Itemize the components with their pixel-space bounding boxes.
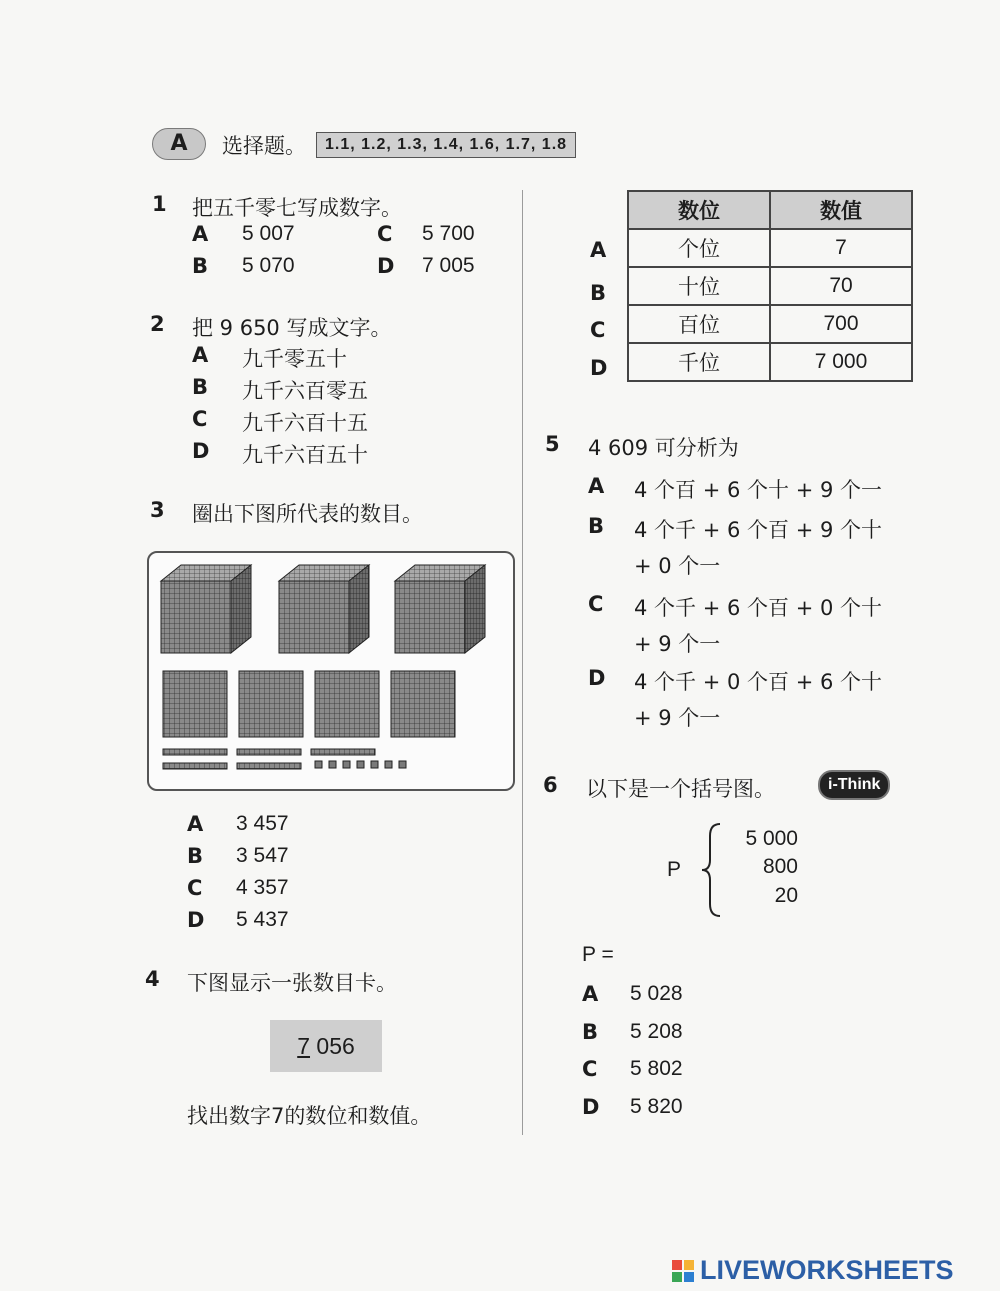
q1-option-a-text[interactable]: 5 007	[242, 222, 295, 245]
q5-option-d-text[interactable]: 4 个千 + 0 个百 + 6 个十	[634, 670, 883, 694]
q3-option-d-text[interactable]: 5 437	[236, 908, 289, 931]
q1-option-d-text[interactable]: 7 005	[422, 254, 475, 277]
hundred-flat-4	[391, 671, 455, 737]
table-cell-value: 7 000	[770, 343, 912, 381]
hundred-flat-1	[163, 671, 227, 737]
q5-option-b-text[interactable]: 4 个千 + 6 个百 + 9 个十	[634, 518, 883, 542]
base-ten-blocks-diagram	[147, 551, 515, 791]
q2-option-b-text[interactable]: 九千六百零五	[242, 379, 368, 403]
q2-option-c-label[interactable]: C	[192, 407, 208, 431]
unit-cubes	[315, 761, 406, 768]
table-row[interactable]	[628, 267, 912, 305]
q4-option-c-label[interactable]: C	[590, 318, 606, 342]
table-header-value: 数值	[770, 191, 912, 229]
q4-option-d-label[interactable]: D	[590, 356, 608, 380]
ten-rod-4	[237, 763, 301, 769]
q4-option-a-label[interactable]: A	[590, 238, 607, 262]
table-cell-value: 700	[770, 305, 912, 343]
table-header-place: 数位	[628, 191, 770, 229]
q3-option-c-text[interactable]: 4 357	[236, 876, 289, 899]
number-card-rest: 056	[310, 1033, 355, 1059]
ten-rod-3	[237, 749, 301, 755]
table-cell-value: 7	[770, 229, 912, 267]
q3-number: 3	[150, 498, 165, 522]
ten-rod-2	[163, 763, 227, 769]
q1-option-a-label[interactable]: A	[192, 222, 209, 246]
q2-text: 把 9 650 写成文字。	[192, 316, 392, 340]
table-row[interactable]	[628, 229, 912, 267]
section-badge: A	[152, 128, 206, 160]
bracket-part-3: 20	[774, 884, 798, 907]
q5-option-a-text[interactable]: 4 个百 + 6 个十 + 9 个一	[634, 478, 883, 502]
q5-option-d-text-line2[interactable]: + 9 个一	[634, 706, 721, 730]
section-references: 1.1, 1.2, 1.3, 1.4, 1.6, 1.7, 1.8	[316, 132, 576, 158]
q5-option-b-label[interactable]: B	[588, 514, 605, 538]
q1-option-c-text[interactable]: 5 700	[422, 222, 475, 245]
q5-option-d-label[interactable]: D	[588, 666, 606, 690]
q3-option-c-label[interactable]: C	[187, 876, 203, 900]
q5-option-c-text[interactable]: 4 个千 + 6 个百 + 0 个十	[634, 596, 883, 620]
liveworksheets-logo-text: LIVEWORKSHEETS	[700, 1255, 954, 1285]
q2-option-d-text[interactable]: 九千六百五十	[242, 443, 368, 467]
q4-text: 下图显示一张数目卡。	[187, 971, 397, 995]
q5-option-b-text-line2[interactable]: + 0 个一	[634, 554, 721, 578]
q1-number: 1	[152, 192, 167, 216]
q4-option-b-label[interactable]: B	[590, 281, 607, 305]
section-title: 选择题。	[222, 134, 306, 158]
q6-text: 以下是一个括号图。	[586, 777, 775, 801]
q1-option-d-label[interactable]: D	[377, 254, 395, 278]
q6-option-a-text[interactable]: 5 028	[630, 982, 683, 1005]
q6-option-b-text[interactable]: 5 208	[630, 1020, 683, 1043]
q4-number: 4	[145, 967, 160, 991]
q1-text: 把五千零七写成数字。	[192, 196, 402, 220]
q2-option-c-text[interactable]: 九千六百十五	[242, 411, 368, 435]
table-cell-place: 千位	[628, 343, 770, 381]
q3-option-d-label[interactable]: D	[187, 908, 205, 932]
bracket-part-2: 800	[762, 855, 798, 878]
q2-number: 2	[150, 312, 165, 336]
q1-options	[192, 222, 522, 286]
hundred-flat-3	[315, 671, 379, 737]
q6-option-b-label[interactable]: B	[582, 1020, 599, 1044]
q1-option-b-label[interactable]: B	[192, 254, 209, 278]
table-cell-place: 百位	[628, 305, 770, 343]
base-ten-blocks-svg	[149, 553, 513, 789]
q6-option-c-text[interactable]: 5 802	[630, 1057, 683, 1080]
table-cell-place: 十位	[628, 267, 770, 305]
hundred-flat-2	[239, 671, 303, 737]
q1-option-c-label[interactable]: C	[377, 222, 393, 246]
number-card-underlined-digit: 7	[297, 1033, 311, 1059]
place-value-table	[627, 190, 913, 382]
q1-option-b-text[interactable]: 5 070	[242, 254, 295, 277]
q3-option-a-text[interactable]: 3 457	[236, 812, 289, 835]
q5-option-a-label[interactable]: A	[588, 474, 605, 498]
q3-option-b-text[interactable]: 3 547	[236, 844, 289, 867]
table-row[interactable]	[628, 343, 912, 381]
number-card	[270, 1020, 382, 1072]
q6-option-c-label[interactable]: C	[582, 1057, 598, 1081]
q2-option-b-label[interactable]: B	[192, 375, 209, 399]
bracket-part-1: 5 000	[745, 827, 798, 850]
q3-text: 圈出下图所代表的数目。	[192, 502, 423, 526]
table-row[interactable]	[628, 305, 912, 343]
thousand-cube-3	[395, 565, 485, 653]
thousand-cube-2	[279, 565, 369, 653]
q6-option-d-label[interactable]: D	[582, 1095, 600, 1119]
q5-option-c-label[interactable]: C	[588, 592, 604, 616]
q2-option-a-text[interactable]: 九千零五十	[242, 347, 347, 371]
column-divider	[522, 190, 523, 1135]
ten-rod-1	[163, 749, 227, 755]
q2-option-d-label[interactable]: D	[192, 439, 210, 463]
q3-option-a-label[interactable]: A	[187, 812, 204, 836]
bracket-map-p-label: P	[667, 858, 682, 881]
curly-brace-icon	[700, 822, 724, 918]
q5-number: 5	[545, 432, 560, 456]
q5-option-c-text-line2[interactable]: + 9 个一	[634, 632, 721, 656]
q3-option-b-label[interactable]: B	[187, 844, 204, 868]
table-cell-place: 个位	[628, 229, 770, 267]
i-think-badge: i-Think	[818, 770, 890, 800]
q5-text: 4 609 可分析为	[588, 436, 739, 460]
q6-answer-label: P =	[582, 943, 614, 966]
table-cell-value: 70	[770, 267, 912, 305]
q4-question: 找出数字7的数位和数值。	[187, 1104, 432, 1128]
q2-option-a-label[interactable]: A	[192, 343, 209, 367]
thousand-cube-1	[161, 565, 251, 653]
q6-number: 6	[543, 773, 558, 797]
ten-rod-5	[311, 749, 375, 755]
liveworksheets-logo-icon	[672, 1260, 694, 1282]
q6-option-d-text[interactable]: 5 820	[630, 1095, 683, 1118]
q6-option-a-label[interactable]: A	[582, 982, 599, 1006]
